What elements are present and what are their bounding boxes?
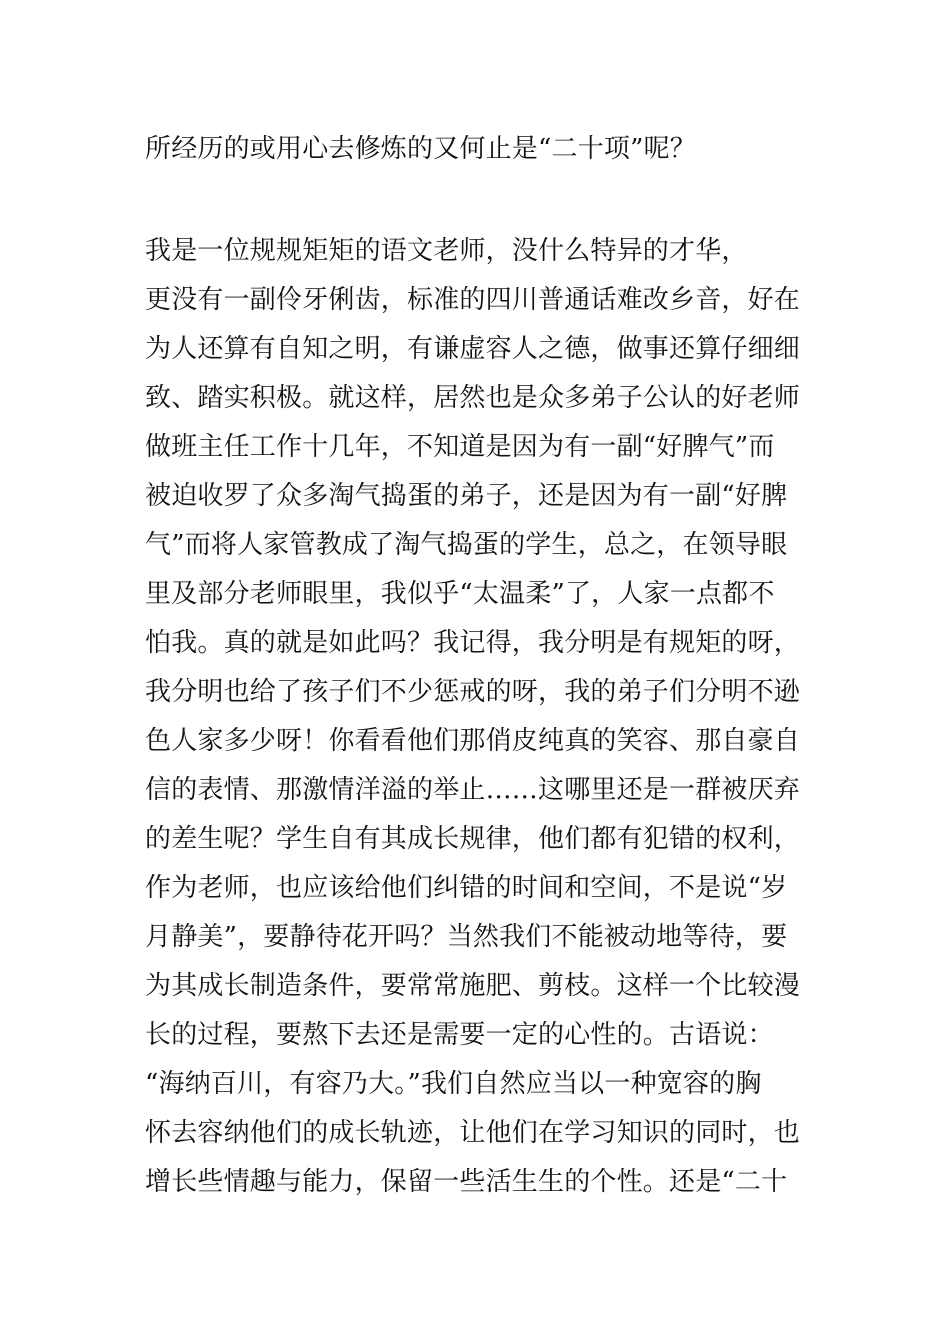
text-line: 气”而将人家管教成了淘气捣蛋的学生，总之，在领导眼 [145,530,788,560]
text-line: 我分明也给了孩子们不少惩戒的呀，我的弟子们分明不逊 [145,677,801,707]
text-line: 的差生呢？学生自有其成长规律，他们都有犯错的权利， [145,824,801,854]
text-line: 被迫收罗了众多淘气捣蛋的弟子，还是因为有一副“好脾 [145,481,788,511]
text-line: 致、踏实积极。就这样，居然也是众多弟子公认的好老师 [145,383,801,413]
text-line: 怀去容纳他们的成长轨迹，让他们在学习知识的同时，也 [145,1118,801,1148]
text-line: 更没有一副伶牙俐齿，标准的四川普通话难改乡音，好在 [145,285,801,315]
text-line: 做班主任工作十几年，不知道是因为有一副“好脾气”而 [145,432,775,462]
text-line: “海纳百川，有容乃大。”我们自然应当以一种宽容的胸 [145,1069,762,1099]
text-line: 月静美”，要静待花开吗？当然我们不能被动地等待，要 [145,922,788,952]
text-line: 为人还算有自知之明，有谦虚容人之德，做事还算仔细细 [145,334,801,364]
text-line: 增长些情趣与能力，保留一些活生生的个性。还是“二十 [145,1167,788,1197]
text-line: 长的过程，要熬下去还是需要一定的心性的。古语说： [145,1020,774,1050]
text-line: 我是一位规规矩矩的语文老师，没什么特异的才华， [145,236,748,266]
text-line: 作为老师，也应该给他们纠错的时间和空间，不是说“岁 [145,873,788,903]
text-line: 色人家多少呀！你看看他们那俏皮纯真的笑容、那自豪自 [145,726,801,756]
text-line: 所经历的或用心去修炼的又何止是“二十项”呢？ [145,134,696,164]
text-line: 为其成长制造条件，要常常施肥、剪枝。这样一个比较漫 [145,971,801,1001]
text-line: 怕我。真的就是如此吗？我记得，我分明是有规矩的呀， [145,628,801,658]
text-line: 里及部分老师眼里，我似乎“太温柔”了，人家一点都不 [145,579,775,609]
text-line: 信的表情、那激情洋溢的举止……这哪里还是一群被厌弃 [145,775,801,805]
